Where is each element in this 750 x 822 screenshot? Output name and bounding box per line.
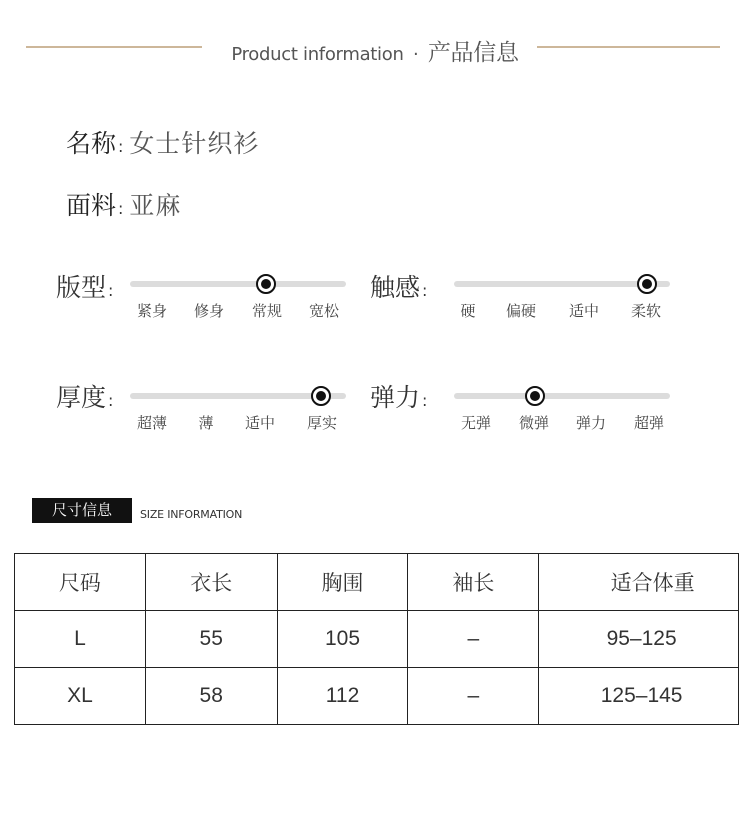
title-separator: · (413, 44, 419, 65)
slider-fit-option: 常规 (251, 302, 283, 320)
slider-fit-option: 宽松 (308, 302, 340, 320)
slider-touch-option: 适中 (568, 302, 600, 320)
cell-sleeve: – (408, 611, 539, 668)
cell-sleeve: – (408, 668, 539, 725)
slider-thickness-option: 适中 (244, 414, 276, 432)
slider-elasticity-option: 超弹 (633, 414, 665, 432)
colon: : (118, 137, 124, 156)
slider-elasticity-label: 弹力 : (370, 383, 428, 412)
col-sleeve: 袖长 (408, 554, 539, 611)
title-en: Product information (231, 44, 404, 65)
slider-thickness-option: 超薄 (136, 414, 168, 432)
slider-touch-knob (637, 274, 657, 294)
product-name-value: 女士针织衫 (129, 129, 260, 158)
table-row (15, 668, 739, 725)
fabric-label: 面料 (66, 191, 117, 220)
table-row (15, 611, 739, 668)
cell-length: 58 (145, 668, 277, 725)
colon: : (118, 199, 124, 218)
slider-elasticity-track (454, 393, 670, 399)
slider-touch-label: 触感 : (370, 273, 428, 302)
size-info-subtitle: SIZE INFORMATION (140, 508, 243, 521)
slider-fit-track (130, 281, 346, 287)
cell-weight: 125–145 (539, 668, 739, 725)
slider-elasticity-option: 无弹 (460, 414, 492, 432)
section-title (0, 34, 750, 67)
cell-bust: 112 (277, 668, 408, 725)
slider-touch-option: 硬 (460, 302, 476, 320)
size-info-tag: 尺寸信息 (32, 498, 132, 523)
cell-weight: 95–125 (539, 611, 739, 668)
col-length: 衣长 (145, 554, 277, 611)
slider-fit-option: 紧身 (136, 302, 168, 320)
slider-thickness-label: 厚度 : (56, 383, 114, 412)
cell-length: 55 (145, 611, 277, 668)
slider-touch-option: 偏硬 (505, 302, 537, 320)
slider-elasticity-option: 微弹 (518, 414, 550, 432)
cell-size: L (15, 611, 146, 668)
slider-elasticity-option: 弹力 (575, 414, 607, 432)
product-name-row (66, 124, 259, 160)
slider-thickness-option: 厚实 (306, 414, 338, 432)
size-table-header (15, 554, 739, 611)
slider-thickness-option: 薄 (198, 414, 214, 432)
slider-fit-knob (256, 274, 276, 294)
slider-thickness-knob (311, 386, 331, 406)
slider-fit-label: 版型 : (56, 273, 114, 302)
cell-size: XL (15, 668, 146, 725)
slider-fit-option: 修身 (193, 302, 225, 320)
fabric-value: 亚麻 (129, 191, 182, 220)
col-size: 尺码 (15, 554, 146, 611)
slider-elasticity-knob (525, 386, 545, 406)
cell-bust: 105 (277, 611, 408, 668)
slider-touch-option: 柔软 (630, 302, 662, 320)
size-table (14, 553, 739, 725)
fabric-row (66, 186, 181, 222)
col-bust: 胸围 (277, 554, 408, 611)
title-zh: 产品信息 (427, 40, 519, 66)
col-weight: 适合体重 (539, 554, 739, 611)
product-name-label: 名称 (66, 129, 117, 158)
